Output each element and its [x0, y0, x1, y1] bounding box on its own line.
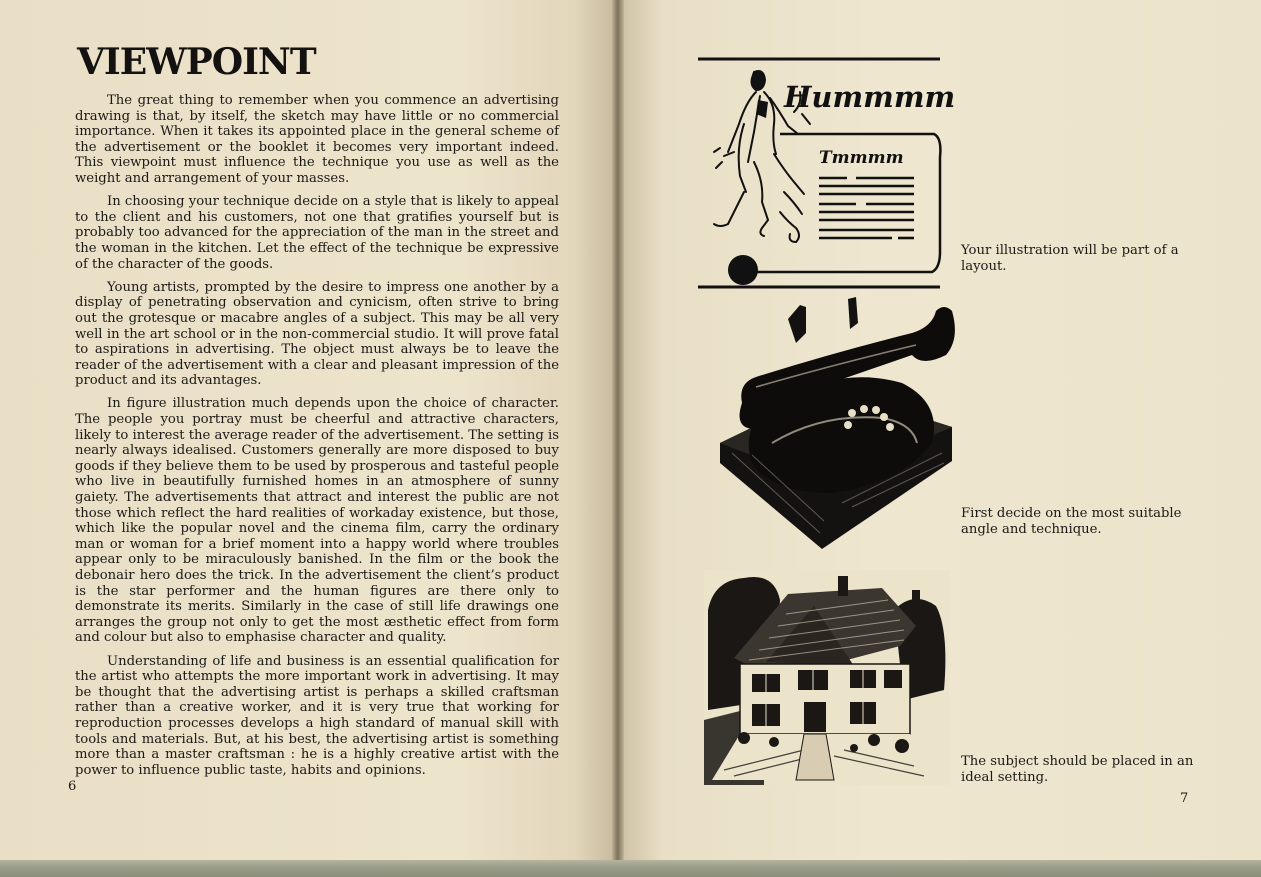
- body-text: [75, 93, 559, 786]
- caption-angle: First decide on the most suitable angle and technique.: [961, 506, 1182, 537]
- right-page: [624, 0, 1261, 866]
- book-cover-edge: [0, 860, 1261, 877]
- page-number-left: 6: [68, 779, 77, 794]
- paragraph: Understanding of life and business is an essential qualification for the artist who attempts the more important work in advertising. It may be thought that the advertising artist is perhaps a skilled craftsman rather than a creative worker, and it is very true that working for reproduction processes develops a high standard of manual skill with tools and materials. But, at his best, the advertising artist is something more than a master craftsman : he is a highly creative artist with the power to influence public taste, habits and opinions.: [75, 653, 559, 778]
- telephone-icon: [712, 293, 957, 555]
- paragraph: In figure illustration much depends upon the choice of character. The people you portray must be cheerful and attractive characters, likely to interest the average reader of the advertisement. The setting is nearly always idealised. Customers generally are more disposed to buy goods if they believe them to be used by prosperous and tasteful people who live in beautifully furnished homes in an atmosphere of sunny gaiety. The advertisements that attract and interest the public are not those which reflect the hard realities of workaday existence, but those, which like the popular novel and the cinema film, carry the ordinary man or woman for a brief moment into a happy world where troubles appear only to be miraculously banished. In the film or the book the debonair hero does the trick. In the advertisement the client’s product is the star performer and the human figures are there only to demonstrate its merits. Similarly in the case of still life drawings one arranges the group not only to get the most æsthetic effect from form and colour but also to emphasise character and quality.: [75, 396, 559, 646]
- layout-sketch-icon: [684, 52, 956, 297]
- paragraph: In choosing your technique decide on a style that is likely to appeal to the client and his customers, not one that gratifies yourself but is probably too advanced for the appreciation of the man in the street and the woman in the kitchen. Let the effect of the technique be expressive of the character of the goods.: [75, 194, 559, 272]
- layout-subheadline: Tmmmm: [819, 148, 904, 168]
- page-number-right: 7: [1180, 791, 1189, 806]
- caption-layout: Your illustration will be part of a layout.: [961, 243, 1179, 274]
- layout-headline: Hummmm: [784, 80, 956, 114]
- caption-setting: The subject should be placed in an ideal setting.: [961, 754, 1194, 785]
- paragraph: Young artists, prompted by the desire to impress one another by a display of penetrating observation and cynicism, often strive to bring out the grotesque or macabre angles of a subject. This may be all very well in the art school or in the non-commercial studio. It will prove fatal to aspirations in advertising. The object must always be to leave the reader of the advertisement with a clear and pleasant impression of the product and its advantages.: [75, 279, 559, 389]
- house-icon: [704, 570, 949, 785]
- book-gutter: [612, 0, 624, 866]
- left-page: [0, 0, 612, 866]
- paragraph: The great thing to remember when you commence an advertising drawing is that, by itself, the sketch may have little or no commercial importance. When it takes its appointed place in the general scheme of the advertisement or the booklet it becomes very important indeed. This viewpoint must influence the technique you use as well as the weight and arrangement of your masses.: [75, 93, 559, 186]
- page-title: VIEWPOINT: [77, 41, 316, 83]
